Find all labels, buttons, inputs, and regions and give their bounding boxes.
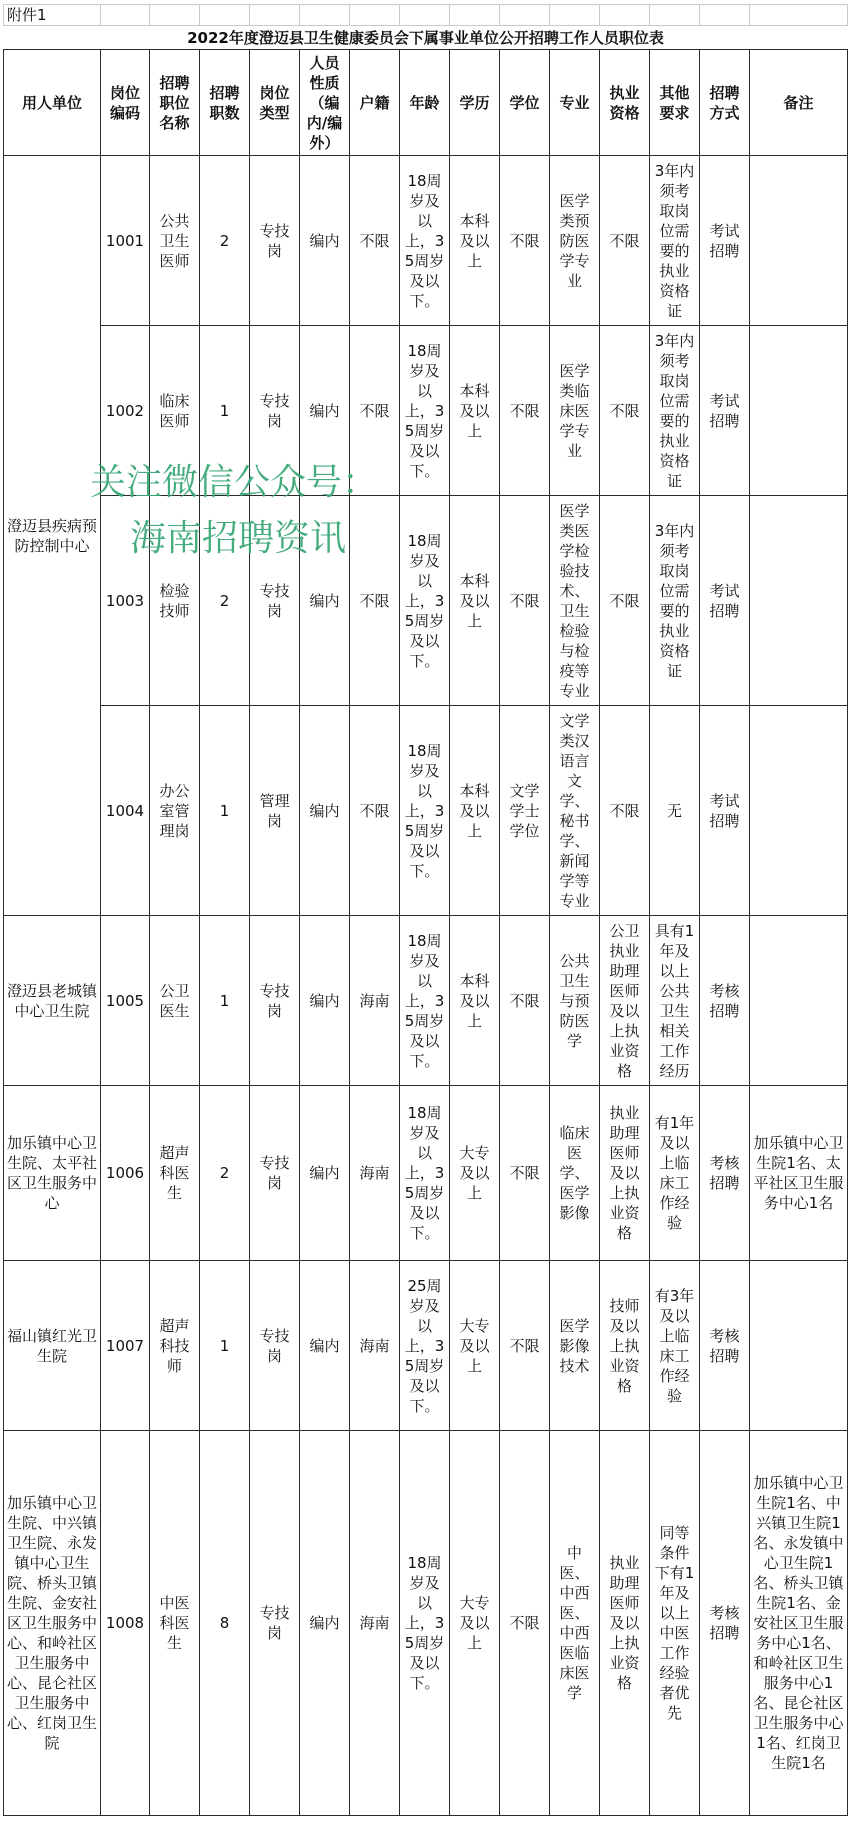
cell-huji: 海南 — [350, 1086, 400, 1261]
cell-edu: 本科及以上 — [450, 916, 500, 1086]
cell-count: 1 — [200, 916, 250, 1086]
cell-remark — [750, 326, 848, 496]
cell-method: 考试招聘 — [700, 496, 750, 706]
cell-major: 中医、中西医、中西医临床医学 — [550, 1431, 600, 1816]
header-unit: 用人单位 — [4, 50, 101, 156]
cell-huji: 不限 — [350, 326, 400, 496]
cell-degree: 文学学士学位 — [500, 706, 550, 916]
cell-huji: 不限 — [350, 156, 400, 326]
cell-method: 考核招聘 — [700, 1086, 750, 1261]
cell-other: 3年内须考取岗位需要的执业资格证 — [650, 156, 700, 326]
cell-code: 1005 — [101, 916, 150, 1086]
page-title: 2022年度澄迈县卫生健康委员会下属事业单位公开招聘工作人员职位表 — [4, 26, 848, 50]
cell-remark — [750, 496, 848, 706]
cell-degree: 不限 — [500, 1431, 550, 1816]
cell-method: 考试招聘 — [700, 326, 750, 496]
cell-major: 医学类医学检验技术、卫生检验与检疫等专业 — [550, 496, 600, 706]
cell-count: 2 — [200, 1086, 250, 1261]
cell-nature: 编内 — [300, 916, 350, 1086]
cell-other: 有1年及以上临床工作经验 — [650, 1086, 700, 1261]
cell-other: 3年内须考取岗位需要的执业资格证 — [650, 326, 700, 496]
cell-other: 同等条件下有1年及以上中医工作经验者优先 — [650, 1431, 700, 1816]
cell-count: 1 — [200, 326, 250, 496]
cell-unit: 福山镇红光卫生院 — [4, 1261, 101, 1431]
cell-edu: 本科及以上 — [450, 156, 500, 326]
cell-count: 2 — [200, 156, 250, 326]
cell-major: 临床医学、医学影像 — [550, 1086, 600, 1261]
header-row — [4, 50, 848, 156]
cell-method: 考试招聘 — [700, 706, 750, 916]
cell-edu: 大专及以上 — [450, 1261, 500, 1431]
header-age: 年龄 — [400, 50, 450, 156]
table-row — [4, 156, 848, 326]
header-count: 招聘职数 — [200, 50, 250, 156]
cell-other: 具有1年及以上公共卫生相关工作经历 — [650, 916, 700, 1086]
cell-code: 1006 — [101, 1086, 150, 1261]
attachment-label: 附件1 — [4, 5, 101, 26]
cell-remark — [750, 156, 848, 326]
cell-huji: 不限 — [350, 496, 400, 706]
cell-age: 18周岁及以上，35周岁及以下。 — [400, 1086, 450, 1261]
cell-position: 公卫医生 — [150, 916, 200, 1086]
cell-huji: 海南 — [350, 1431, 400, 1816]
cell-position: 中医科医生 — [150, 1431, 200, 1816]
cell-license: 执业助理医师及以上执业资格 — [600, 1086, 650, 1261]
header-other: 其他要求 — [650, 50, 700, 156]
cell-huji: 不限 — [350, 706, 400, 916]
cell-position: 办公室管理岗 — [150, 706, 200, 916]
cell-age: 25周岁及以上，35周岁及以下。 — [400, 1261, 450, 1431]
cell-type: 专技岗 — [250, 1431, 300, 1816]
cell-code: 1002 — [101, 326, 150, 496]
cell-remark: 加乐镇中心卫生院1名、中兴镇卫生院1名、永发镇中心卫生院1名、桥头卫镇生院1名、金安社区卫生服务中心1名、和岭社区卫生服务中心1名、昆仑社区卫生服务中心1名、红岗卫生院1名 — [750, 1431, 848, 1816]
header-nature: 人员性质（编内/编外） — [300, 50, 350, 156]
cell-position: 检验技师 — [150, 496, 200, 706]
cell-count: 8 — [200, 1431, 250, 1816]
table-row — [4, 326, 848, 496]
cell-license: 技师及以上执业资格 — [600, 1261, 650, 1431]
cell-license: 不限 — [600, 156, 650, 326]
cell-degree: 不限 — [500, 326, 550, 496]
cell-license: 不限 — [600, 496, 650, 706]
cell-remark — [750, 706, 848, 916]
header-position: 招聘职位名称 — [150, 50, 200, 156]
cell-method: 考核招聘 — [700, 1431, 750, 1816]
cell-remark — [750, 916, 848, 1086]
header-code: 岗位编码 — [101, 50, 150, 156]
cell-huji: 海南 — [350, 1261, 400, 1431]
cell-age: 18周岁及以上，35周岁及以下。 — [400, 156, 450, 326]
table-row — [4, 496, 848, 706]
cell-unit: 加乐镇中心卫生院、太平社区卫生服务中心 — [4, 1086, 101, 1261]
cell-code: 1007 — [101, 1261, 150, 1431]
cell-age: 18周岁及以上，35周岁及以下。 — [400, 1431, 450, 1816]
cell-count: 1 — [200, 706, 250, 916]
header-remark: 备注 — [750, 50, 848, 156]
cell-license: 执业助理医师及以上执业资格 — [600, 1431, 650, 1816]
cell-type: 专技岗 — [250, 326, 300, 496]
cell-degree: 不限 — [500, 156, 550, 326]
cell-nature: 编内 — [300, 1431, 350, 1816]
cell-major: 公共卫生与预防医学 — [550, 916, 600, 1086]
table-row — [4, 1086, 848, 1261]
table-row — [4, 1431, 848, 1816]
cell-license: 不限 — [600, 706, 650, 916]
cell-type: 专技岗 — [250, 496, 300, 706]
table-row — [4, 1261, 848, 1431]
cell-degree: 不限 — [500, 1261, 550, 1431]
cell-code: 1001 — [101, 156, 150, 326]
cell-edu: 大专及以上 — [450, 1431, 500, 1816]
cell-age: 18周岁及以上，35周岁及以下。 — [400, 326, 450, 496]
cell-age: 18周岁及以上，35周岁及以下。 — [400, 706, 450, 916]
header-type: 岗位类型 — [250, 50, 300, 156]
watermark-line2: 海南招聘资讯 — [130, 518, 347, 559]
cell-code: 1004 — [101, 706, 150, 916]
cell-unit: 澄迈县疾病预防控制中心 — [4, 156, 101, 916]
table-row — [4, 706, 848, 916]
cell-position: 临床医师 — [150, 326, 200, 496]
cell-position: 超声科医生 — [150, 1086, 200, 1261]
cell-age: 18周岁及以上，35周岁及以下。 — [400, 916, 450, 1086]
cell-method: 考核招聘 — [700, 916, 750, 1086]
cell-method: 考试招聘 — [700, 156, 750, 326]
cell-nature: 编内 — [300, 326, 350, 496]
cell-type: 管理岗 — [250, 706, 300, 916]
watermark-line1: 关注微信公众号： — [90, 462, 379, 503]
cell-remark: 加乐镇中心卫生院1名、太平社区卫生服务中心1名 — [750, 1086, 848, 1261]
cell-huji: 海南 — [350, 916, 400, 1086]
cell-nature: 编内 — [300, 1261, 350, 1431]
cell-remark — [750, 1261, 848, 1431]
cell-code: 1003 — [101, 496, 150, 706]
cell-code: 1008 — [101, 1431, 150, 1816]
cell-license: 不限 — [600, 326, 650, 496]
cell-nature: 编内 — [300, 496, 350, 706]
cell-position: 公共卫生医师 — [150, 156, 200, 326]
cell-count: 2 — [200, 496, 250, 706]
header-license: 执业资格 — [600, 50, 650, 156]
cell-degree: 不限 — [500, 916, 550, 1086]
cell-major: 医学类临床医学专业 — [550, 326, 600, 496]
header-huji: 户籍 — [350, 50, 400, 156]
cell-edu: 本科及以上 — [450, 326, 500, 496]
cell-degree: 不限 — [500, 496, 550, 706]
cell-license: 公卫执业助理医师及以上执业资格 — [600, 916, 650, 1086]
header-major: 专业 — [550, 50, 600, 156]
cell-nature: 编内 — [300, 156, 350, 326]
header-degree: 学位 — [500, 50, 550, 156]
table-row — [4, 916, 848, 1086]
cell-other: 无 — [650, 706, 700, 916]
cell-nature: 编内 — [300, 706, 350, 916]
header-method: 招聘方式 — [700, 50, 750, 156]
cell-degree: 不限 — [500, 1086, 550, 1261]
cell-edu: 本科及以上 — [450, 706, 500, 916]
cell-type: 专技岗 — [250, 156, 300, 326]
job-table — [3, 4, 848, 1816]
cell-type: 专技岗 — [250, 1086, 300, 1261]
title-row — [4, 26, 848, 50]
cell-count: 1 — [200, 1261, 250, 1431]
cell-other: 3年内须考取岗位需要的执业资格证 — [650, 496, 700, 706]
cell-unit: 加乐镇中心卫生院、中兴镇卫生院、永发镇中心卫生院、桥头卫镇生院、金安社区卫生服务中心、和岭社区卫生服务中心、昆仑社区卫生服务中心、红岗卫生院 — [4, 1431, 101, 1816]
cell-edu: 本科及以上 — [450, 496, 500, 706]
cell-edu: 大专及以上 — [450, 1086, 500, 1261]
cell-major: 文学类汉语言文学、秘书学、新闻学等专业 — [550, 706, 600, 916]
cell-type: 专技岗 — [250, 916, 300, 1086]
cell-major: 医学影像技术 — [550, 1261, 600, 1431]
cell-type: 专技岗 — [250, 1261, 300, 1431]
attachment-row — [4, 5, 848, 26]
cell-other: 有3年及以上临床工作经验 — [650, 1261, 700, 1431]
cell-nature: 编内 — [300, 1086, 350, 1261]
cell-major: 医学类预防医学专业 — [550, 156, 600, 326]
cell-method: 考核招聘 — [700, 1261, 750, 1431]
cell-unit: 澄迈县老城镇中心卫生院 — [4, 916, 101, 1086]
header-edu: 学历 — [450, 50, 500, 156]
cell-age: 18周岁及以上，35周岁及以下。 — [400, 496, 450, 706]
cell-position: 超声科技师 — [150, 1261, 200, 1431]
